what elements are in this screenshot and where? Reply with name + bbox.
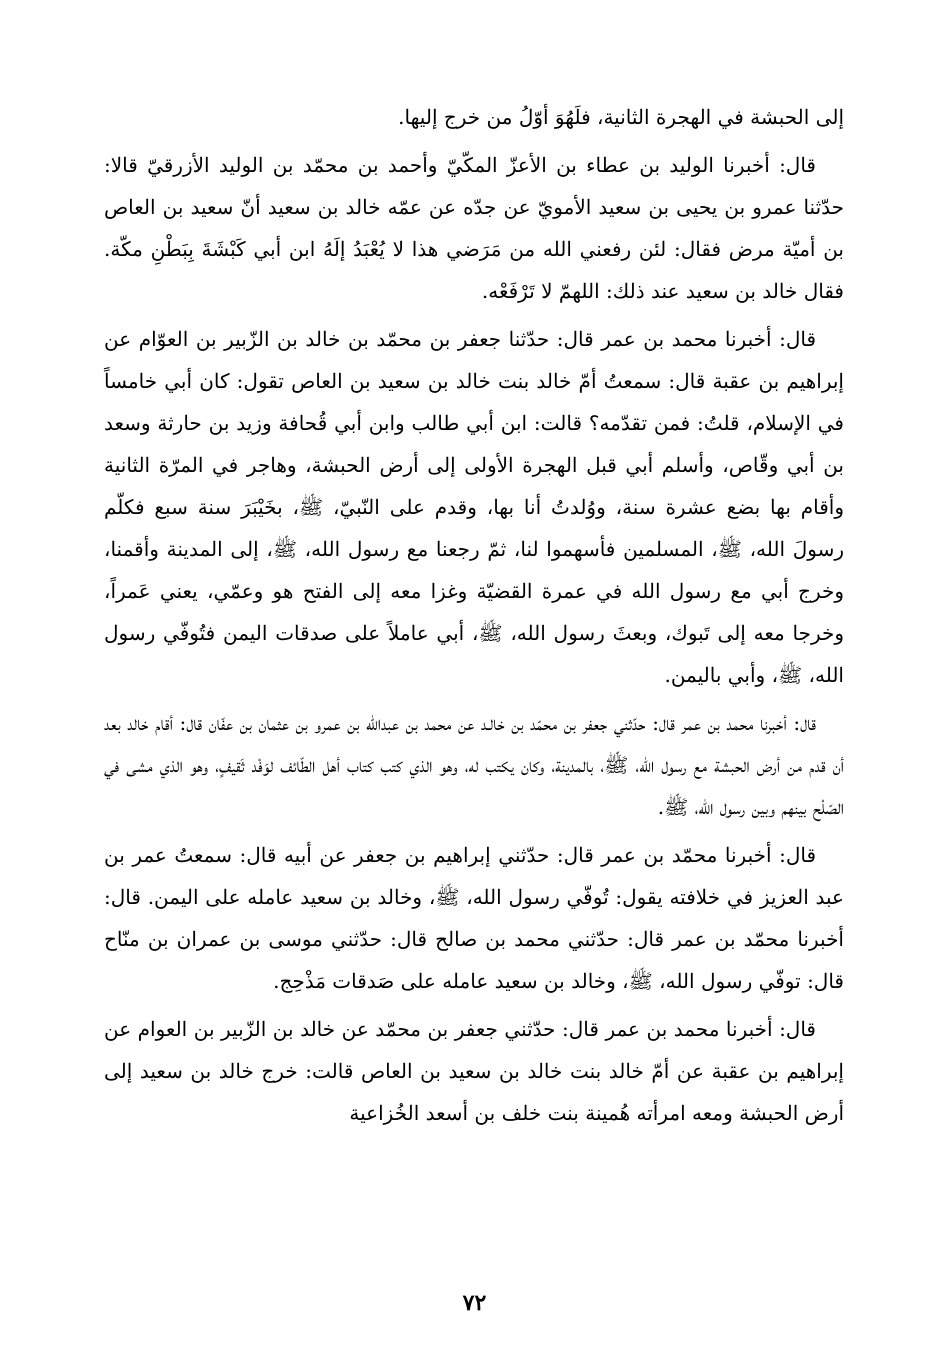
paragraph-jafar-narration: قال: أخبرنا محمد بن عمر قال: حدّثني جعفر بن محمّد بن خالـد عن محمد بن عبدالله بن عمرو بن عثمان بن عفّان قال: أقام خالد بعد أن قدم من أرض الحبشة مع رسول الله، ﷺ، بالمدينة، وكان يكتب له، وهو الذي كتب كتاب أهل الطّائف لوَفْد ثَقيفٍ، وهو الذي مشى في الصّلْح بينهم وبين رسول الله، ﷺ. — [104, 711, 844, 819]
paragraph-umar-abdulaziz-narration: قال: أخبرنا محمّد بن عمر قال: حدّثني إبراهيم بن جعفر عن أبيه قال: سمعتُ عمر بن عبد العزيز في خلافته يقول: تُوفّي رسول الله، ﷺ، وخالد بن سعيد عامله على اليمن. قال: أخبرنا محمّد بن عمر قال: حدّثني محمد بن صالح قال: حدّثني موسى بن عمران بن منّاح قال: توفّي رسول الله، ﷺ، وخالد بن سعيد عامله على صَدقات مَذْحِج. — [104, 843, 844, 993]
paragraph-walid-narration: قال: أخبرنا الوليد بن عطاء بن الأعزّ المكّيّ وأحمد بن محمّد بن الوليد الأزرقيّ قالا: حدّثنا عمرو بن يحيى بن سعيد الأمويّ عن جدّه عن عمّه خالد بن سعيد أنّ سعيد بن العاص بن أميّة مرض فقال: لئن رفعني الله من مَرَضي هذا لا يُعْبَدُ إلَهُ ابن أبي كَبْشَةَ بِبَطْنِ مكّة. فقال خالد بن سعيد عند ذلك: اللهمّ لا تَرْفَعْه. — [104, 153, 844, 303]
page-body — [104, 96, 844, 1296]
paragraph-abyssinia-departure: قال: أخبرنا محمد بن عمر قال: حدّثني جعفر بن محمّد عن خالد بن الزّبير بن العوام عن إبراهيم بن عقبة عن أمّ خالد بنت خالد بن سعيد بن العاص قالت: خرج خالد بن سعيد إلى أرض الحبشة ومعه امرأته هُمينة بنت خلف بن أسعد الخُزاعية — [104, 1017, 844, 1125]
paragraph-continuation: إلى الحبشة في الهجرة الثانية، فلَهُوَ أوّلُ من خرج إليها. — [398, 105, 844, 129]
page-number: ٧٢ — [462, 1290, 487, 1316]
paragraph-umm-khalid-narration: قال: أخبرنا محمد بن عمر قال: حدّثنا جعفر بن محمّد بن خالد بن الزّبير بن العوّام عن إبراهيم بن عقبة قال: سمعتُ أمّ خالد بنت خالد بن سعيد بن العاص تقول: كان أبي خامساً في الإسلام، قلتُ: فمن تقدّمه؟ قالت: ابن أبي طالب وابن أبي قُحافة وزيد بن حارثة وسعد بن أبي وقّاص، وأسلم أبي قبل الهجرة الأولى إلى أرض الحبشة، وهاجر في المرّة الثانية وأقام بها بضع عشرة سنة، ووُلدتُ أنا بها، وقدم على النّبيّ، ﷺ، بخَيْبَرَ سنة سبع فكلّم رسولَ الله، ﷺ، المسلمين فأسهموا لنا، ثمّ رجعنا مع رسول الله، ﷺ، إلى المدينة وأقمنا، وخرج أبي مع رسول الله في عمرة القضيّة وغزا معه إلى الفتح هو وعمّي، يعني عَمراً، وخرجا معه إلى تَبوك، وبعثَ رسول الله، ﷺ، أبي عاملاً على صدقات اليمن فتُوفّي رسول الله، ﷺ، وأبي باليمن. — [104, 327, 844, 687]
